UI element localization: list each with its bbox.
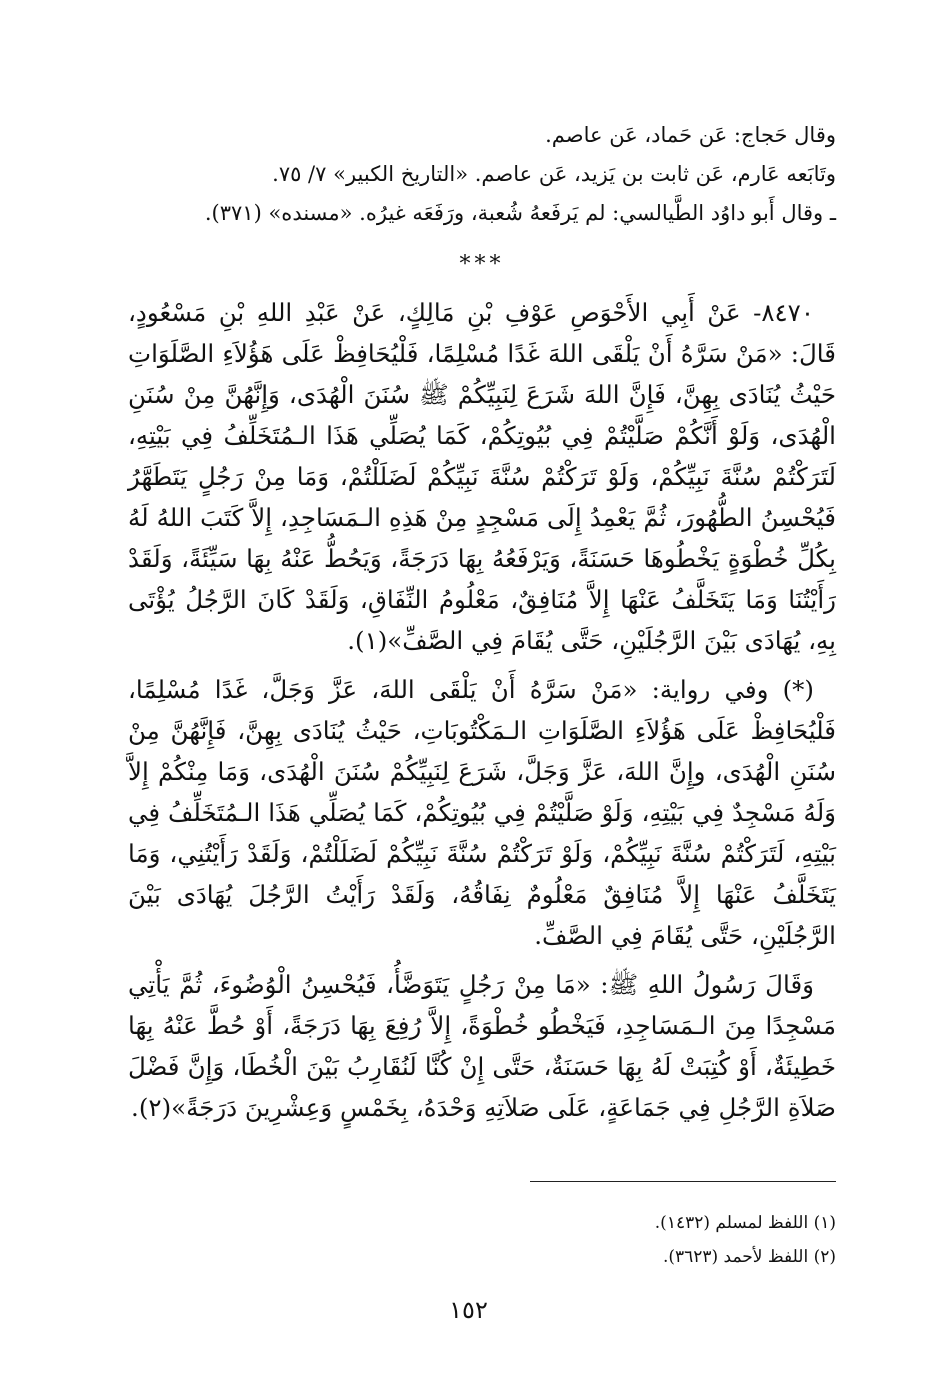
intro-line-3: ـ وقال أَبو داوُد الطَّيالسي: لم يَرفَعهُ شُعبة، ورَفَعَه غيرُه. «مسنده» (٣٧١). xyxy=(204,201,836,225)
footnote-divider xyxy=(530,1181,836,1182)
footnote-1: (١) اللفظ لمسلم (١٤٣٢). xyxy=(654,1213,836,1233)
intro-line-2: وتَابَعه عَارم، عَن ثابت بن يَزيد، عَن عاصم. «التاريخ الكبير» ٧/ ٧٥. xyxy=(272,162,836,186)
footnotes xyxy=(128,1206,836,1274)
footnote-2: (٢) اللفظ لأحمد (٣٦٢٣). xyxy=(662,1247,836,1267)
intro-line-1: وقال حَجاج: عَن حَماد، عَن عاصم. xyxy=(545,123,836,147)
isnad-notes xyxy=(128,116,836,233)
hadith-paragraph-3: وَقَالَ رَسُولُ اللهِ ﷺ: «مَا مِنْ رَجُلٍ يَتَوَضَّأُ، فَيُحْسِنُ الْوُضُوءَ، ثُمَّ يَأْتِي مَسْجِدًا مِنَ الـمَسَاجِدِ، فَيَخْطُو خُطْوَةً، إِلاَّ رُفِعَ بِهَا دَرَجَةً، أَوْ حُطَّ عَنْهُ بِهَا خَطِيئَةٌ، أَوْ كُتِبَتْ لَهُ بِهَا حَسَنَةٌ، حَتَّى إِنْ كُنَّا لَنُقَارِبُ بَيْنَ الْخُطَا، وَإِنَّ فَضْلَ صَلاَةِ الرَّجُلِ فِي جَمَاعَةٍ، عَلَى صَلاَتِهِ وَحْدَهُ، بِخَمْسٍ وَعِشْرِينَ دَرَجَةً»(٢). xyxy=(128,970,836,1122)
hadith-paragraph-1: ٨٤٧٠- عَنْ أَبِي الأَحْوَصِ عَوْفِ بْنِ مَالِكٍ، عَنْ عَبْدِ اللهِ بْنِ مَسْعُودٍ، قَالَ: «مَنْ سَرَّهُ أَنْ يَلْقَى اللهَ غَدًا مُسْلِمًا، فَلْيُحَافِظْ عَلَى هَؤُلاَءِ الصَّلَوَاتِ حَيْثُ يُنَادَى بِهِنَّ، فَإِنَّ اللهَ شَرَعَ لِنَبِيِّكُمْ ﷺ سُنَنَ الْهُدَى، وَإِنَّهُنَّ مِنْ سُنَنِ الْهُدَى، وَلَوْ أَنَّكُمْ صَلَّيْتُمْ فِي بُيُوتِكُمْ، كَمَا يُصَلِّي هَذَا الـمُتَخَلِّفُ فِي بَيْتِهِ، لَتَرَكْتُمْ سُنَّةَ نَبِيِّكُمْ، وَلَوْ تَرَكْتُمْ سُنَّةَ نَبِيِّكُمْ لَضَلَلْتُمْ، وَمَا مِنْ رَجُلٍ يَتَطَهَّرُ فَيُحْسِنُ الطُّهُورَ، ثُمَّ يَعْمِدُ إِلَى مَسْجِدٍ مِنْ هَذِهِ الـمَسَاجِدِ، إِلاَّ كَتَبَ اللهُ لَهُ بِكُلِّ خُطْوَةٍ يَخْطُوهَا حَسَنَةً، وَيَرْفَعُهُ بِهَا دَرَجَةً، وَيَحُطُّ عَنْهُ بِهَا سَيِّئَةً، وَلَقَدْ رَأَيْتُنَا وَمَا يَتَخَلَّفُ عَنْهَا إِلاَّ مُنَافِقٌ، مَعْلُومُ النِّفَاقِ، وَلَقَدْ كَانَ الرَّجُلُ يُؤْتَى بِهِ، يُهَادَى بَيْنَ الرَّجُلَيْنِ، حَتَّى يُقَامَ فِي الصَّفِّ»(١). xyxy=(128,298,836,655)
hadith-paragraph-2: (*) وفي رواية: «مَنْ سَرَّهُ أَنْ يَلْقَى اللهَ، عَزَّ وَجَلَّ، غَدًا مُسْلِمًا، فَلْيُحَافِظْ عَلَى هَؤُلاَءِ الصَّلَوَاتِ الـمَكْتُوبَاتِ، حَيْثُ يُنَادَى بِهِنَّ، فَإِنَّهُنَّ مِنْ سُنَنِ الْهُدَى، وإِنَّ اللهَ، عَزَّ وَجَلَّ، شَرَعَ لِنَبِيِّكُمْ سُنَنَ الْهُدَى، وَمَا مِنْكُمْ إِلاَّ وَلَهُ مَسْجِدٌ فِي بَيْتِهِ، وَلَوْ صَلَّيْتُمْ فِي بُيُوتِكُمْ، كَمَا يُصَلِّي هَذَا الـمُتَخَلِّفُ فِي بَيْتِهِ، لَتَرَكْتُمْ سُنَّةَ نَبِيِّكُمْ، وَلَوْ تَرَكْتُمْ سُنَّةَ نَبِيِّكُمْ لَضَلَلْتُمْ، وَلَقَدْ رَأَيْتُنِي، وَمَا يَتَخَلَّفُ عَنْهَا إِلاَّ مُنَافِقٌ مَعْلُومٌ نِفَاقُهُ، وَلَقَدْ رَأَيْتُ الرَّجُلَ يُهَادَى بَيْنَ الرَّجُلَيْنِ، حَتَّى يُقَامَ فِي الصَّفِّ. xyxy=(128,675,836,950)
page-number: ١٥٢ xyxy=(449,1296,488,1324)
hadith-text xyxy=(128,292,836,1136)
section-separator: *** xyxy=(459,252,505,277)
